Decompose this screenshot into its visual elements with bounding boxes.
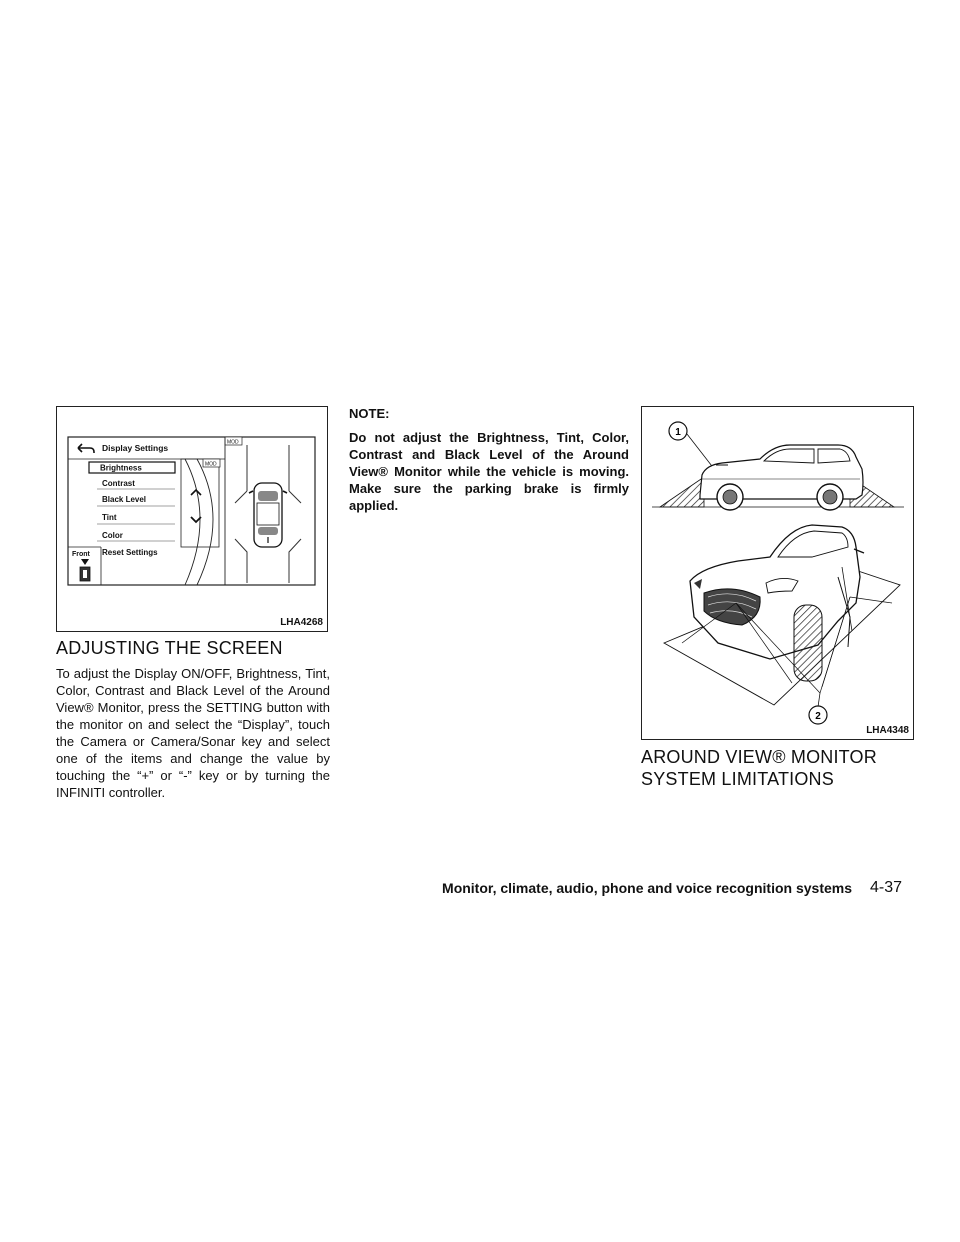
section-title-line-1: AROUND VIEW® MONITOR — [641, 747, 877, 767]
section-title-adjusting-screen: ADJUSTING THE SCREEN — [56, 638, 283, 658]
mod-badge-side: MOD — [205, 461, 217, 468]
menu-item-brightness: Brightness — [100, 463, 142, 473]
mod-badge-top: MOD — [227, 439, 239, 446]
vehicle-camera-figure — [641, 406, 914, 740]
menu-item-tint: Tint — [102, 513, 117, 522]
section-title-system-limitations — [641, 746, 921, 790]
section-body-adjusting-screen: To adjust the Display ON/OFF, Brightness, Tint, Color, Contrast and Black Level of the Around View® Monitor, press the SETTING button with the monitor on and select the “Display”, touch the Camera or Camera/Sonar key and select one of the items and change the value by touching the “+” or “-” key or by turning the INFINITI controller. — [56, 666, 330, 800]
note-heading: NOTE: — [349, 406, 390, 421]
figure-code: LHA4268 — [280, 617, 323, 628]
section-title-line-2: SYSTEM LIMITATIONS — [641, 769, 834, 789]
side-view-car — [700, 445, 863, 510]
menu-item-reset-settings: Reset Settings — [102, 548, 158, 557]
front-label: Front — [72, 551, 90, 558]
callout-1: 1 — [675, 427, 681, 438]
callout-2: 2 — [815, 711, 821, 722]
display-settings-figure — [56, 406, 328, 632]
footer-page-number: 4-37 — [869, 879, 902, 896]
front-view-car — [664, 525, 900, 705]
menu-item-contrast: Contrast — [102, 479, 135, 488]
note-block — [349, 406, 629, 514]
display-settings-illustration — [57, 407, 327, 631]
screen-title: Display Settings — [102, 443, 169, 453]
menu-item-black-level: Black Level — [102, 495, 147, 504]
vehicle-camera-illustration — [642, 407, 913, 739]
menu-item-color: Color — [102, 531, 123, 540]
figure-code: LHA4348 — [866, 725, 909, 736]
footer-chapter-title: Monitor, climate, audio, phone and voice recognition systems — [442, 880, 852, 896]
note-text: Do not adjust the Brightness, Tint, Color, Contrast and Black Level of the Around View® Monitor while the vehicle is moving. Make sure the parking brake is firmly applied. — [349, 430, 629, 513]
